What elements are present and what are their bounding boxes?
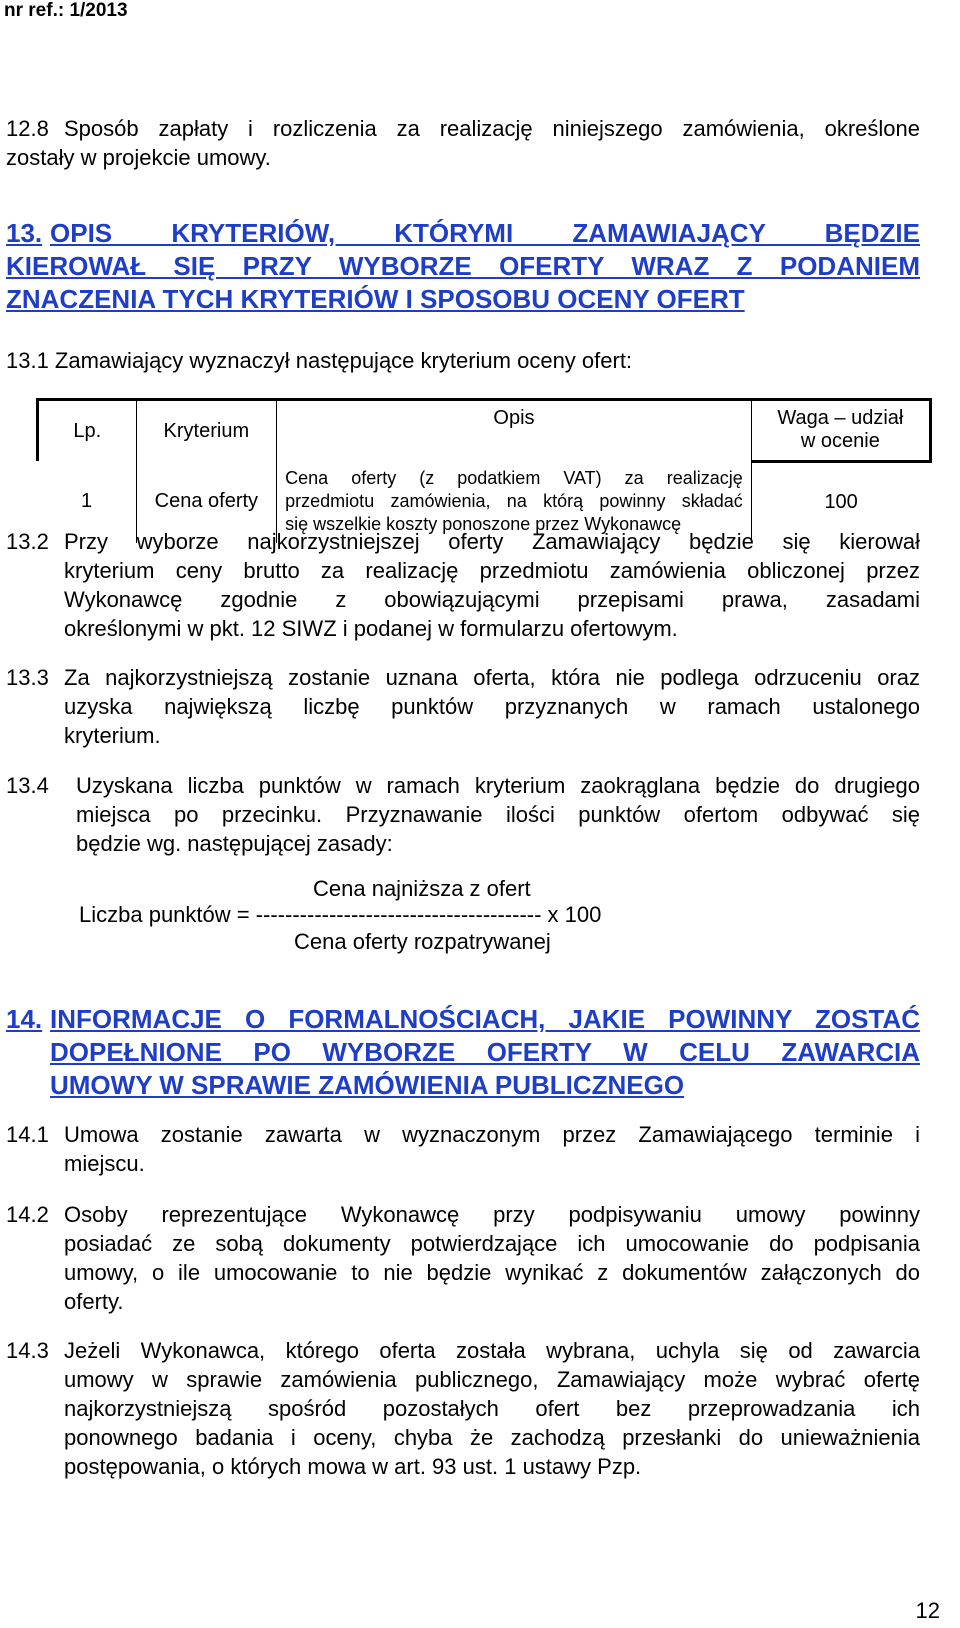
heading-line: OPIS KRYTERIÓW, KTÓRYMI ZAMAWIAJĄCY BĘDZIE (50, 218, 920, 248)
paragraph-line: umowy, o ile umocowanie to nie będzie wynikać z dokumentów załączonych do (64, 1260, 920, 1285)
paragraph-line: Za najkorzystniejszą zostanie uznana oferta, która nie podlega odrzuceniu oraz (64, 665, 920, 690)
paragraph-line: Wykonawcę zgodnie z obowiązującymi przepisami prawa, zasadami (64, 587, 920, 612)
section-13-3 (6, 663, 920, 750)
paragraph-line: umowy w sprawie zamówienia publicznego, Zamawiający może wybrać ofertę (64, 1367, 920, 1392)
paragraph-line: określonymi w pkt. 12 SIWZ i podanej w formularzu ofertowym. (64, 616, 678, 641)
heading-line: ZNACZENIA TYCH KRYTERIÓW I SPOSOBU OCENY OFERT (6, 284, 745, 314)
paragraph-line: zostały w projekcie umowy. (6, 145, 271, 170)
section-number: 12.8 (6, 116, 49, 141)
header-kryterium: Kryterium (136, 400, 277, 462)
section-14-2 (6, 1200, 920, 1316)
paragraph-line: Jeżeli Wykonawca, którego oferta została wybrana, uchyla się od zawarcia (64, 1338, 920, 1363)
cell-kryterium: Cena oferty (136, 461, 277, 543)
heading-line: UMOWY W SPRAWIE ZAMÓWIENIA PUBLICZNEGO (50, 1070, 685, 1100)
paragraph-line: najkorzystniejszą spośród pozostałych ofert bez przeprowadzania ich (64, 1396, 920, 1421)
paragraph-line: kryterium. (64, 723, 161, 748)
paragraph-line: posiadać ze sobą dokumenty potwierdzające ich umocowanie do podpisania (64, 1231, 920, 1256)
paragraph-line: Uzyskana liczba punktów w ramach kryterium zaokrąglana będzie do drugiego (76, 773, 920, 798)
section-number: 14.1 (6, 1122, 49, 1147)
header-waga (751, 400, 930, 462)
formula-main: Liczba punktów = --------------------------------------- x 100 (79, 902, 602, 927)
section-14-1 (6, 1120, 920, 1178)
document-reference: nr ref.: 1/2013 (4, 0, 128, 21)
paragraph-line: Przy wyborze najkorzystniejszej oferty Zamawiający będzie się kierował (64, 529, 920, 554)
section-number: 13.3 (6, 665, 49, 690)
opis-line: się wszelkie koszty ponoszone przez Wykonawcę (285, 514, 682, 535)
section-13-2 (6, 527, 920, 643)
paragraph-line: postępowania, o których mowa w art. 93 ust. 1 ustawy Pzp. (64, 1454, 642, 1479)
opis-line: przedmiotu zamówienia, na którą powinny składać (285, 491, 743, 512)
header-opis: Opis (277, 400, 752, 462)
paragraph-line: Osoby reprezentujące Wykonawcę przy podpisywaniu umowy powinny (64, 1202, 920, 1227)
header-lp: Lp. (38, 400, 137, 462)
section-13-1: 13.1 Zamawiający wyznaczył następujące kryterium oceny ofert: (6, 348, 633, 373)
paragraph-line: miejscu. (64, 1151, 145, 1176)
section-12-8 (6, 114, 920, 172)
cell-waga: 100 (824, 491, 858, 513)
paragraph-line: będzie wg. następującej zasady: (76, 831, 393, 856)
heading-line: KIEROWAŁ SIĘ PRZY WYBORZE OFERTY WRAZ Z PODANIEM (6, 251, 920, 281)
heading-line: INFORMACJE O FORMALNOŚCIACH, JAKIE POWINNY ZOSTAĆ (50, 1004, 920, 1034)
paragraph-line: Sposób zapłaty i rozliczenia za realizację niniejszego zamówienia, określone (64, 116, 920, 141)
paragraph-line: Umowa zostanie zawarta w wyznaczonym przez Zamawiającego terminie i (64, 1122, 920, 1147)
section-14-heading (6, 1003, 920, 1103)
section-number: 14.2 (6, 1202, 49, 1227)
paragraph-line: uzyska największą liczbę punktów przyznanych w ramach ustalonego (64, 694, 920, 719)
page-number: 12 (915, 1598, 940, 1623)
heading-number: 13. (6, 218, 43, 248)
paragraph-line: oferty. (64, 1289, 124, 1314)
header-waga-line2: w ocenie (800, 430, 880, 453)
section-number: 13.2 (6, 529, 49, 554)
paragraph-line: ponownego badania i oceny, chyba że zachodzą przesłanki do unieważnienia (64, 1425, 920, 1450)
header-waga-line1: Waga – udział (777, 407, 904, 430)
formula-denominator: Cena oferty rozpatrywanej (294, 929, 551, 954)
heading-line: DOPEŁNIONE PO WYBORZE OFERTY W CELU ZAWARCIA (50, 1037, 920, 1067)
paragraph-line: kryterium ceny brutto za realizację przedmiotu zamówienia obliczonej przez (64, 558, 920, 583)
cell-lp: 1 (38, 461, 137, 543)
section-13-4 (6, 771, 920, 858)
section-number: 13.4 (6, 773, 49, 798)
section-number: 14.3 (6, 1338, 49, 1363)
formula-numerator: Cena najniższa z ofert (313, 876, 531, 901)
heading-number: 14. (6, 1004, 43, 1034)
criteria-table (36, 398, 932, 543)
table-header-row (38, 400, 931, 462)
section-14-3 (6, 1336, 920, 1481)
paragraph-line: miejsca po przecinku. Przyznawanie ilości punktów ofertom odbywać się (76, 802, 920, 827)
section-13-heading (6, 217, 920, 317)
opis-line: Cena oferty (z podatkiem VAT) za realizację (285, 468, 743, 489)
